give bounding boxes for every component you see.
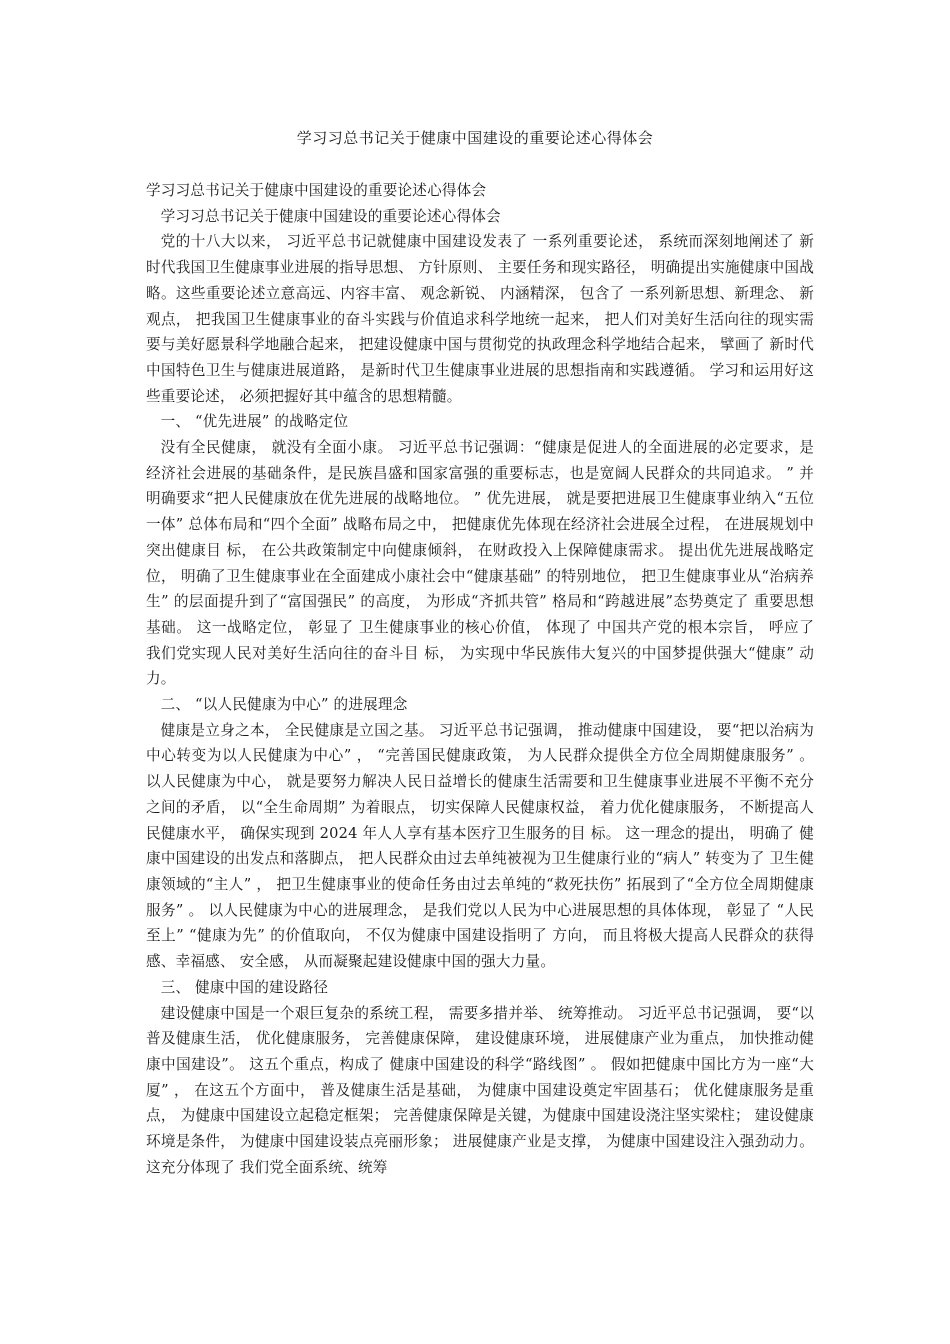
section-heading-3: 三、 健康中国的建设路径 [160, 978, 329, 996]
body-paragraph-section-3: 建设健康中国是一个艰巨复杂的系统工程， 需要多措并举、 统筹推动。 习近平总书记强调， 要“以普及健康生活， 优化健康服务， 完善健康保障， 建设健康环境， 进展健康产业为重点， 加快推动健康中国建设”。 这五个重点，构成了 健康中国建设的科学“路线图” 。 假如把健康中国比方为一座“大厦” ， 在这五个方面中， 普及健康生活是基础， 为健康中国建设奠定牢固基石； 优化健康服务是重点， 为健康中国建设立起稳定框架； 完善健康保障是关键，为健康中国建设浇注坚实梁柱； 建设健康环境是条件， 为健康中国建设装点亮丽形象； 进展健康产业是支撑， 为健康中国建设注入强劲动力。这充分体现了 我们党全面系统、统筹 [146, 1004, 814, 1176]
section-heading-2: 二、 “以人民健康为中心” 的进展理念 [160, 696, 408, 714]
body-paragraph-heading: 学习习总书记关于健康中国建设的重要论述心得体会 [146, 182, 487, 199]
body-paragraph-subheading: 学习习总书记关于健康中国建设的重要论述心得体会 [160, 207, 501, 225]
body-paragraph-section-2: 健康是立身之本， 全民健康是立国之基。 习近平总书记强调， 推动健康中国建设， 要“把以治病为中心转变为以人民健康为中心” ， “完善国民健康政策， 为人民群众提供全方位全周期健康服务” 。 以人民健康为中心， 就是要努力解决人民日益增长的健康生活需要和卫生健康事业进展不平衡不充分之间的矛盾， 以“全生命周期” 为着眼点， 切实保障人民健康权益， 着力优化健康服务， 不断提高人民健康水平， 确保实现到 2024 年人人享有基本医疗卫生服务的目 标。 这一理念的提出， 明确了 健康中国建设的出发点和落脚点， 把人民群众由过去单纯被视为卫生健康行业的“病人” 转变为了 卫生健康领域的“主人” ， 把卫生健康事业的使命任务由过去单纯的“救死扶伤” 拓展到了“全方位全周期健康服务” 。 以人民健康为中心的进展理念， 是我们党以人民为中心进展思想的具体体现， 彰显了 “人民至上” “健康为先” 的价值取向， 不仅为健康中国建设指明了 方向， 而且将极大提高人民群众的获得感、幸福感、 安全感， 从而凝聚起建设健康中国的强大力量。 [146, 721, 814, 971]
section-heading-1: 一、 “优先进展” 的战略定位 [160, 413, 349, 431]
document-body [146, 178, 814, 1180]
document-title: 学习习总书记关于健康中国建设的重要论述心得体会 [296, 129, 654, 147]
body-paragraph-section-1: 没有全民健康， 就没有全面小康。 习近平总书记强调：“健康是促进人的全面进展的必定要求，是经济社会进展的基础条件，是民族昌盛和国家富强的重要标志，也是宽阔人民群众的共同追求。 ” 并明确要求“把人民健康放在优先进展的战略地位。 ” 优先进展， 就是要把进展卫生健康事业纳入“五位一体” 总体布局和“四个全面” 战略布局之中， 把健康优先体现在经济社会进展全过程， 在进展规划中突出健康目 标， 在公共政策制定中向健康倾斜， 在财政投入上保障健康需求。 提出优先进展战略定位， 明确了卫生健康事业在全面建成小康社会中“健康基础” 的特别地位， 把卫生健康事业从“治病养生” 的层面提升到了“富国强民” 的高度， 为形成“齐抓共管” 格局和“跨越进展”态势奠定了 重要思想基础。 这一战略定位， 彰显了 卫生健康事业的核心价值， 体现了 中国共产党的根本宗旨， 呼应了 我们党实现人民对美好生活向往的奋斗目 标， 为实现中华民族伟大复兴的中国梦提供强大“健康” 动力。 [146, 439, 814, 688]
body-paragraph-intro: 党的十八大以来， 习近平总书记就健康中国建设发表了 一系列重要论述， 系统而深刻地阐述了 新时代我国卫生健康事业进展的指导思想、 方针原则、 主要任务和现实路径， 明确提出实施健康中国战略。这些重要论述立意高远、内容丰富、 观念新锐、 内涵精深， 包含了 一系列新思想、新理念、 新观点， 把我国卫生健康事业的奋斗实践与价值追求科学地统一起来， 把人们对美好生活向往的现实需要与美好愿景科学地融合起来， 把建设健康中国与贯彻党的执政理念科学地结合起来， 擘画了 新时代中国特色卫生与健康进展道路， 是新时代卫生健康事业进展的思想指南和实践遵循。 学习和运用好这些重要论述， 必须把握好其中蕴含的思想精髓。 [146, 233, 814, 405]
